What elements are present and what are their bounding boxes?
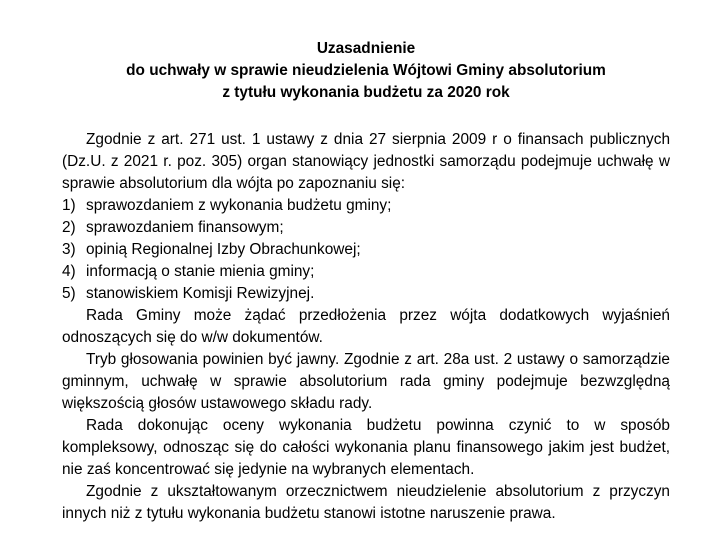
heading-subject: do uchwały w sprawie nieudzielenia Wójtowi Gminy absolutorium <box>126 62 606 79</box>
heading-title: Uzasadnienie <box>316 40 416 57</box>
list-item-number: 5) <box>62 285 76 302</box>
list-item-number: 2) <box>62 219 76 236</box>
paragraph-case-law: Zgodnie z ukształtowanym orzecznictwem nieudzielenie absolutorium z przyczyn innych niż z tytułu wykonania budżetu stanowi istotne naruszenie prawa. <box>62 483 670 522</box>
document-page <box>62 38 670 525</box>
list-item-text: sprawozdaniem finansowym; <box>86 219 284 236</box>
intro-paragraph: Zgodnie z art. 271 ust. 1 ustawy z dnia 27 sierpnia 2009 r o finansach publicznych (Dz.U. z 2021 r. poz. 305) organ stanowiący jednostki samorządu podejmuje uchwałę w sprawie absolutorium dla wójta po zapoznaniu się: <box>62 131 670 192</box>
list-item-number: 1) <box>62 197 76 214</box>
paragraph-documents: Rada Gminy może żądać przedłożenia przez wójta dodatkowych wyjaśnień odnoszących się do w/w dokumentów. <box>62 307 670 346</box>
list-item <box>62 195 670 217</box>
document-heading <box>62 38 670 104</box>
document-list <box>62 195 670 305</box>
list-item-text: stanowiskiem Komisji Rewizyjnej. <box>86 285 315 302</box>
paragraph-assessment: Rada dokonując oceny wykonania budżetu powinna czynić to w sposób kompleksowy, odnosząc się do całości wykonania planu finansowego jakim jest budżet, nie zaś koncentrować się jedynie na wybranych elementach. <box>62 417 670 478</box>
heading-scope: z tytułu wykonania budżetu za 2020 rok <box>222 84 510 101</box>
list-item <box>62 283 670 305</box>
list-item <box>62 239 670 261</box>
list-item-text: opinią Regionalnej Izby Obrachunkowej; <box>86 241 361 258</box>
list-item-text: informacją o stanie mienia gminy; <box>86 263 315 280</box>
paragraph-voting: Tryb głosowania powinien być jawny. Zgodnie z art. 28a ust. 2 ustawy o samorządzie gminnym, uchwałę w sprawie absolutorium rada gminy podejmuje bezwzględną większością głosów ustawowego składu rady. <box>62 351 670 412</box>
list-item-text: sprawozdaniem z wykonania budżetu gminy; <box>86 197 392 214</box>
list-item-number: 3) <box>62 241 76 258</box>
list-item <box>62 217 670 239</box>
document-body <box>62 129 670 525</box>
list-item <box>62 261 670 283</box>
list-item-number: 4) <box>62 263 76 280</box>
